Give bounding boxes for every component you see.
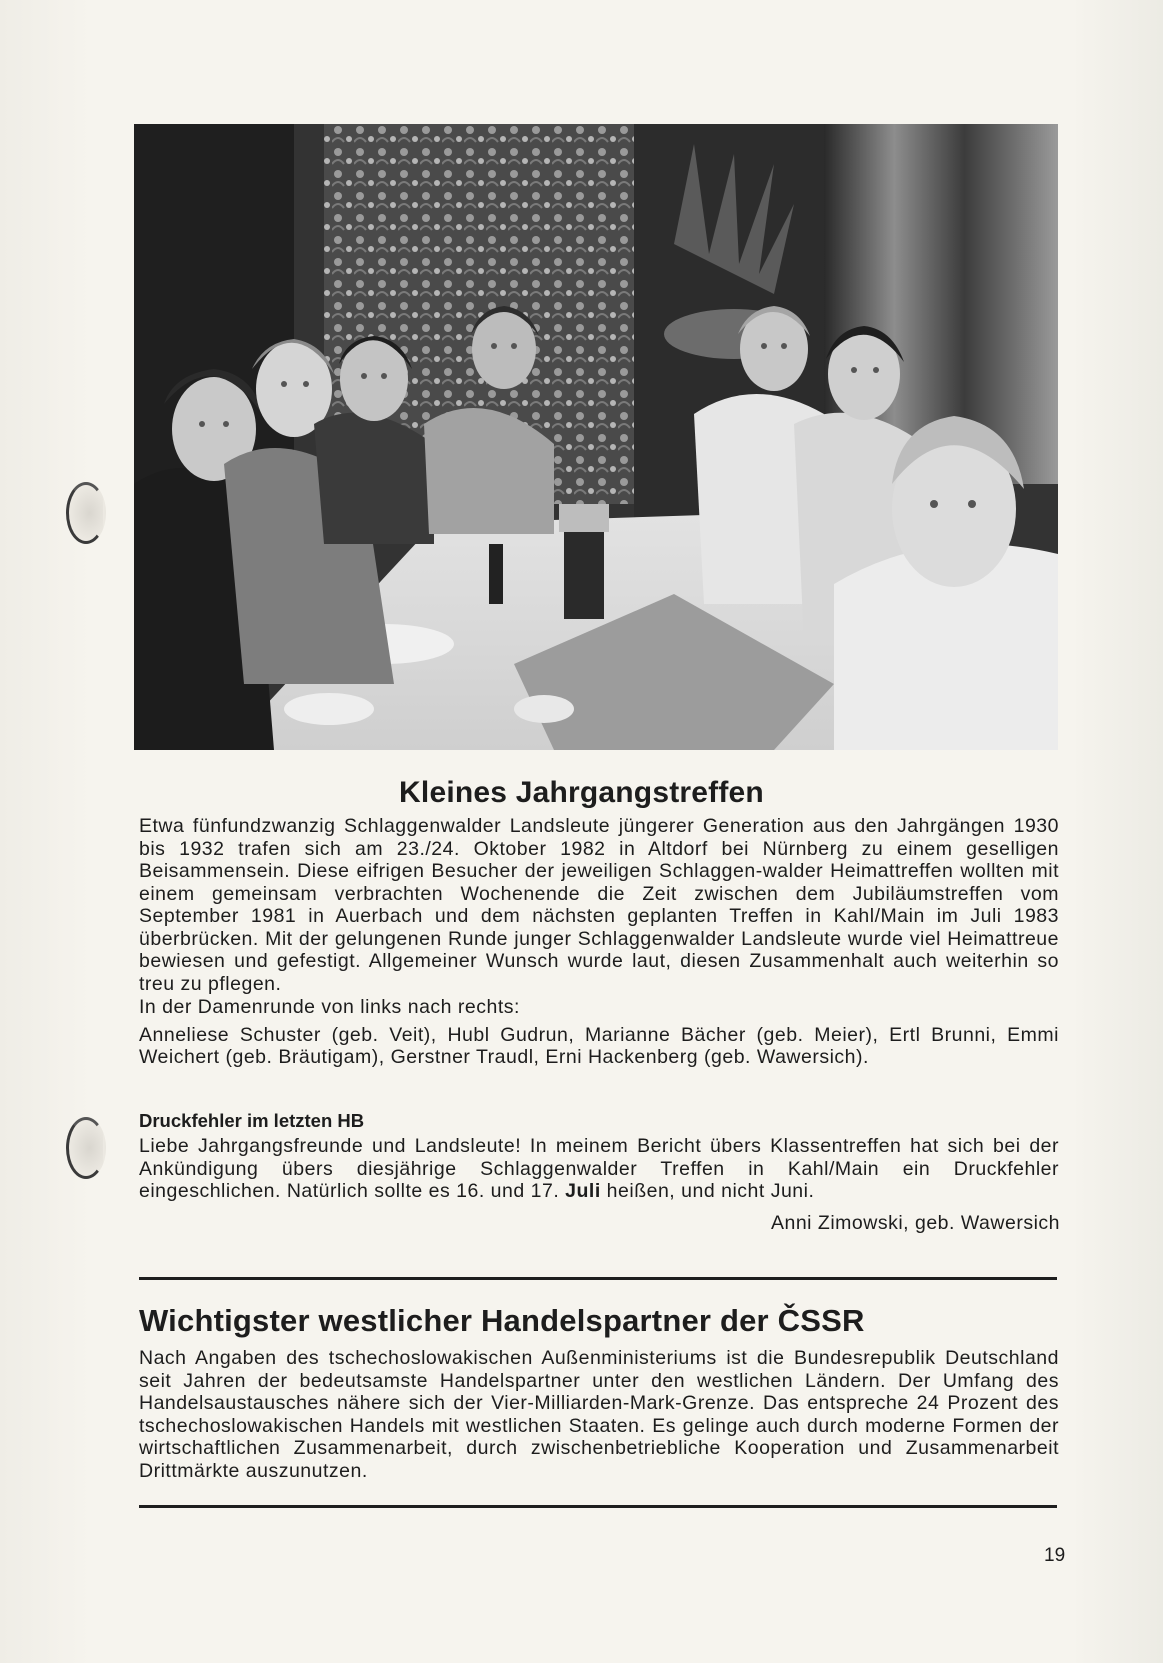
group-photo-icon xyxy=(134,124,1058,750)
correction-text-bold: Juli xyxy=(565,1180,601,1202)
article-paragraph: Etwa fünfundzwanzig Schlaggenwalder Landsleute jüngerer Generation aus den Jahrgängen 1930 bis 1932 trafen sich am 23./24. Oktober 1982 in Altdorf bei Nürnberg zu einem geselligen Beisammensein. Diese eifrigen Besucher der jeweiligen Schlaggen-walder Heimattreffen wollten mit einem gemeinsam verbrachten Wochenende die Zeit zwischen dem Jubiläumstreffen vom September 1981 in Auerbach und dem nächsten geplanten Treffen in Kahl/Main im Juli 1983 überbrücken. Mit der gelungenen Runde junger Schlaggenwalder Landsleute wurde viel Heimattreue bewiesen und gefestigt. Allgemeiner Wunsch wurde laut, diesen Zusammenhalt auch weiterhin so treu zu pflegen. xyxy=(139,815,1059,995)
punch-hole-top xyxy=(66,482,106,544)
correction-signature: Anni Zimowski, geb. Wawersich xyxy=(770,1212,1060,1234)
punch-hole-bottom xyxy=(66,1117,106,1179)
article-body-jahrgangstreffen xyxy=(139,815,1059,1069)
article-title-handelspartner: Wichtigster westlicher Handelspartner der ČSSR xyxy=(139,1303,865,1338)
correction-body xyxy=(139,1135,1059,1203)
correction-heading: Druckfehler im letzten HB xyxy=(139,1110,365,1131)
article-body-handelspartner xyxy=(139,1347,1059,1482)
page-number: 19 xyxy=(1044,1545,1066,1566)
article2-paragraph: Nach Angaben des tschechoslowakischen Außenministeriums ist die Bundesrepublik Deutschland seit Jahren der bedeutsamste Handelspartner unter den westlichen Ländern. Der Umfang des Handelsaustausches nähere sich der Vier-Milliarden-Mark-Grenze. Das entspreche 24 Prozent des tschechoslowakischen Handels mit westlichen Staaten. Es gelinge auch durch moderne Formen der wirtschaftlichen Zusammenarbeit, durch zwischenbetriebliche Kooperation und Zusammenarbeit Drittmärkte auszunutzen. xyxy=(139,1347,1059,1482)
article-title-jahrgangstreffen: Kleines Jahrgangstreffen xyxy=(399,776,764,809)
photo-caption-names: Anneliese Schuster (geb. Veit), Hubl Gudrun, Marianne Bächer (geb. Meier), Ertl Brunni, Emmi Weichert (geb. Bräutigam), Gerstner Traudl, Erni Hackenberg (geb. Wawersich). xyxy=(139,1023,1059,1068)
group-photo xyxy=(134,124,1058,750)
correction-text-end: heißen, und nicht Juni. xyxy=(600,1180,815,1202)
photo-caption-intro: In der Damenrunde von links nach rechts: xyxy=(139,996,520,1018)
correction-text xyxy=(139,1135,1059,1203)
divider-top xyxy=(139,1277,1057,1280)
divider-bottom xyxy=(139,1505,1057,1508)
correction-text-start: Liebe Jahrgangsfreunde und Landsleute! In meinem Bericht übers Klassentreffen hat sich bei der Ankündigung übers diesjährige Schlaggenwalder Treffen in Kahl/Main ein Druckfehler eingeschlichen. Natürlich sollte es 16. und 17. xyxy=(139,1135,1059,1202)
